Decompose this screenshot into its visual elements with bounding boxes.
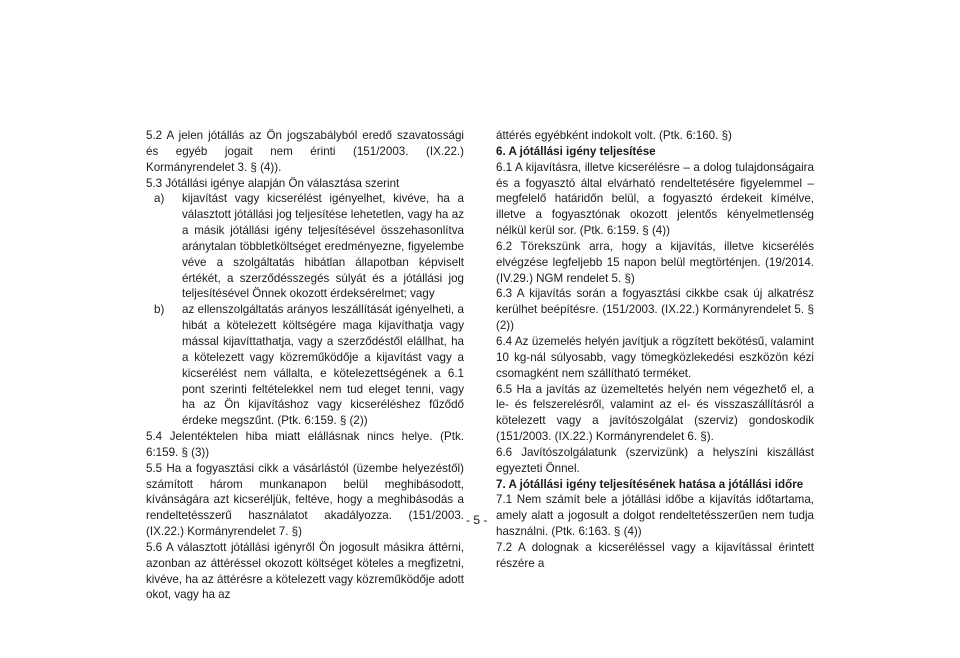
list-item-b: [146, 302, 464, 429]
paragraph-6-6: 6.6 Javítószolgálatunk (szervizünk) a helyszíni kiszállást egyezteti Önnel.: [496, 445, 814, 475]
list-marker-b: b): [154, 303, 165, 317]
list-item-a: [146, 191, 464, 302]
list-marker-a: a): [154, 192, 165, 206]
paragraph-6-5: 6.5 Ha a javítás az üzemeltetés helyén nem végezhető el, a le- és felszerelésről, valamint az el- és visszaszállításról a kötelezett vagy a javítószolgálat (szerviz) gondoskodik (151/2003. (IX.22.) Kormányrendelet 6. §).: [496, 382, 814, 444]
section-7-heading: 7. A jótállási igény teljesítésének hatása a jótállási időre: [496, 477, 804, 491]
page-number: - 5 -: [466, 513, 488, 527]
list-item-a-text: kijavítást vagy kicserélést igényelhet, kivéve, ha a választott jótállási jog teljesítése lehetetlen, vagy ha az a másik jótállási igény teljesítésével összehasonlítva aránytalan többletköltséget eredményezne, figyelembe véve a szolgáltatás hibátlan állapotban képviselt értékét, a szerződésszegés súlyát és a jótállási jog teljesítésével Önnek okozott érdeksérelmet; vagy: [182, 192, 464, 301]
paragraph-5-6: 5.6 A választott jótállási igényről Ön jogosult másikra áttérni, azonban az áttéréssel okozott költséget köteles a megfizetni, kivéve, ha az áttérésre a kötelezett vagy közreműködője adott okot, vagy ha az: [146, 540, 464, 602]
paragraph-5-3-heading: 5.3 Jótállási igénye alapján Ön választása szerint: [146, 176, 400, 190]
left-column: [146, 128, 464, 603]
paragraph-continuation: áttérés egyébként indokolt volt. (Ptk. 6:160. §): [496, 129, 732, 142]
paragraph-6-4: 6.4 Az üzemelés helyén javítjuk a rögzített bekötésű, valamint 10 kg-nál súlyosabb, vagy tömegközlekedési eszközön kézi csomagként nem szállítható terméket.: [496, 334, 814, 380]
paragraph-7-2: 7.2 A dolognak a kicseréléssel vagy a kijavítással érintett részére a: [496, 540, 814, 570]
section-6-heading: 6. A jótállási igény teljesítése: [496, 144, 656, 158]
paragraph-5-2: 5.2 A jelen jótállás az Ön jogszabályból eredő szavatossági és egyéb jogait nem érinti (151/2003. (IX.22.) Kormányrendelet 3. § (4)).: [146, 129, 464, 174]
paragraph-6-3: 6.3 A kijavítás során a fogyasztási cikkbe csak új alkatrész kerülhet beépítésre. (151/2003. (IX.22.) Kormányrendelet 5. § (2)): [496, 287, 814, 333]
right-column: [496, 128, 814, 572]
paragraph-6-1: 6.1 A kijavításra, illetve kicserélésre – a dolog tulajdonságaira és a fogyasztó által elvárható rendeltetésére figyelemmel – megfelelő határidőn belül, a fogyasztó érdekeit kímélve, illetve a fogyasztónak okozott jelentős kényelmetlenség nélkül kerül sor. (Ptk. 6:159. § (4)): [496, 160, 814, 238]
paragraph-6-2: 6.2 Törekszünk arra, hogy a kijavítás, illetve kicserélés elvégzése legfeljebb 15 napon belül megtörténjen. (19/2014. (IV.29.) NGM rendelet 5. §): [496, 239, 814, 285]
list-item-b-text: az ellenszolgáltatás arányos leszállítását igényelheti, a hibát a kötelezett költségére maga kijavíthatja vagy mással kijavíttathatja, vagy a szerződéstől elállhat, ha a kötelezett vagy közreműködője a kijavítást vagy a kicserélést nem vállalta, e kötelezettségének a 6.1 pont szerinti feltételekkel nem tud eleget tenni, vagy ha az Ön kijavításhoz vagy kicseréléshez fűződő érdeke megszűnt. (Ptk. 6:159. § (2)): [182, 303, 464, 428]
paragraph-5-4: 5.4 Jelentéktelen hiba miatt elállásnak nincs helye. (Ptk. 6:159. § (3)): [146, 430, 464, 459]
paragraph-5-5: 5.5 Ha a fogyasztási cikk a vásárlástól (üzembe helyezéstől) számított három munkanapon belül meghibásodott, kívánságára azt kicseréljük, feltéve, hogy a meghibásodás a rendeltetésszerű használatot akadályozza. (151/2003. (IX.22.) Kormányrendelet 7. §): [146, 461, 464, 539]
paragraph-7-1: 7.1 Nem számít bele a jótállási időbe a kijavítás időtartama, amely alatt a jogosult a dolgot rendeltetésszerűen nem tudja használni. (Ptk. 6:163. § (4)): [496, 493, 814, 539]
